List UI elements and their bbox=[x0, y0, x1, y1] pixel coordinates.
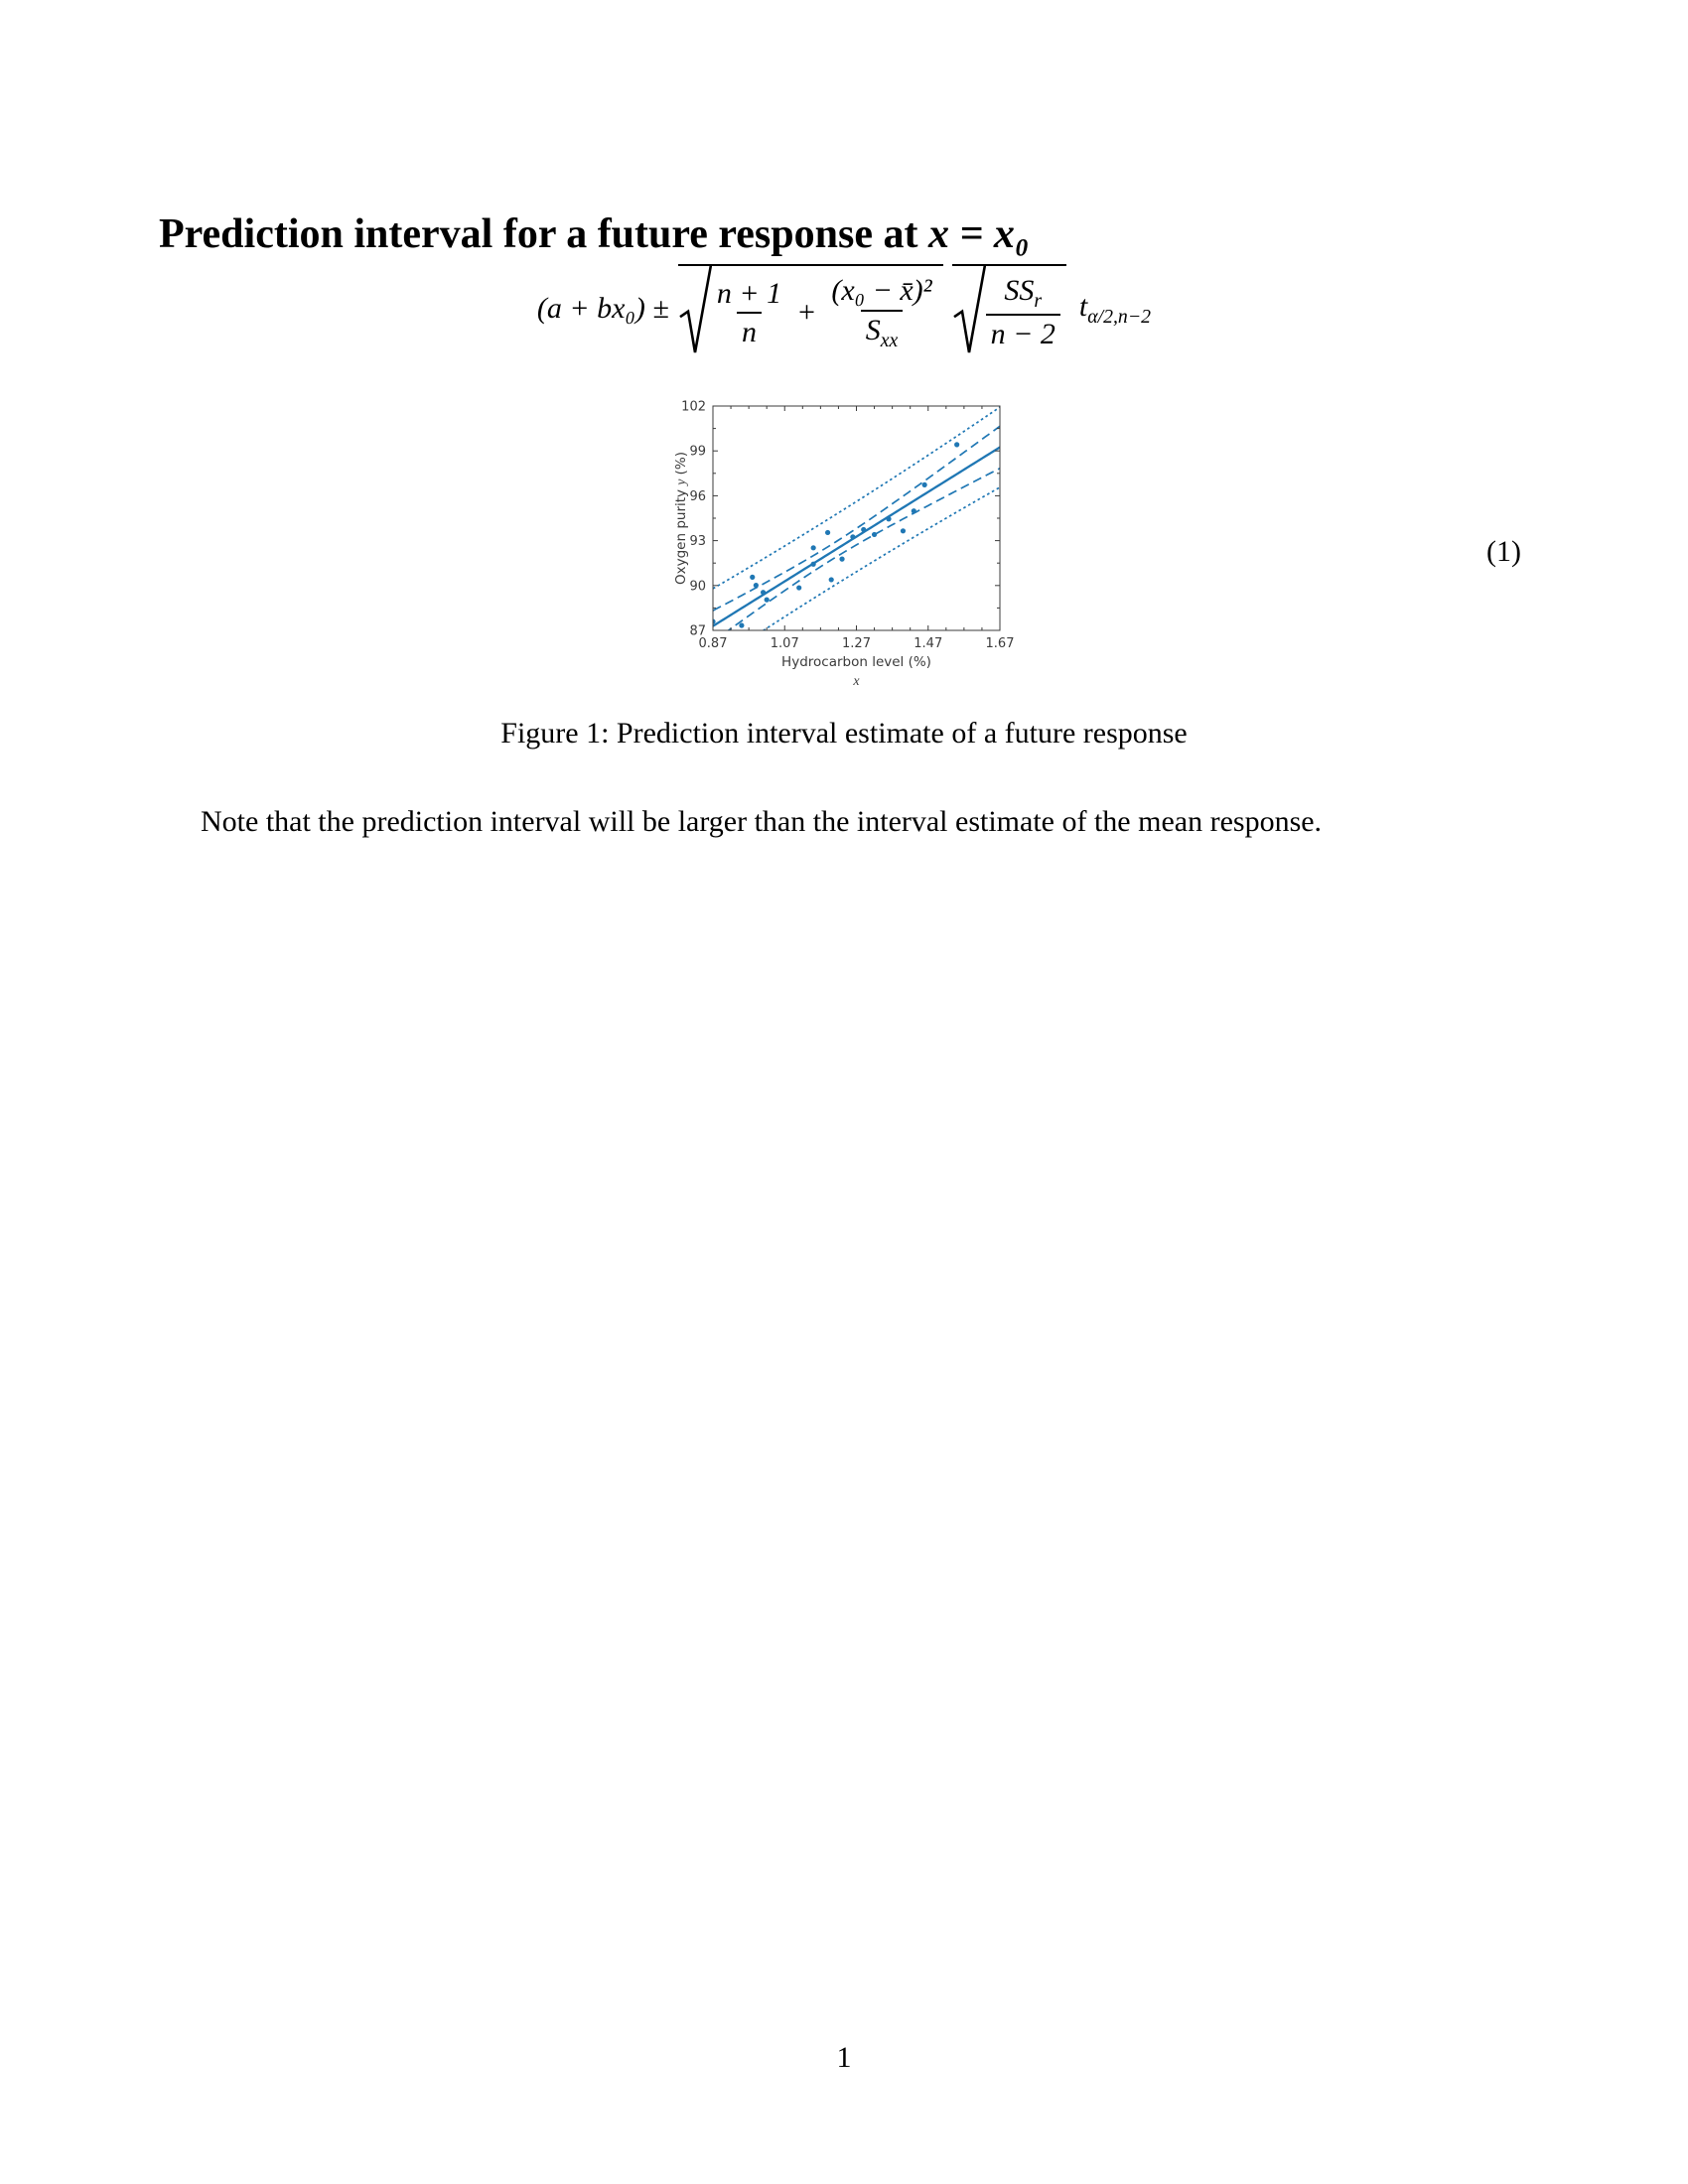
t-base: t bbox=[1078, 289, 1088, 323]
y-tick-label: 90 bbox=[689, 579, 706, 595]
prediction-band-upper bbox=[713, 407, 1000, 589]
x-axis-label: Hydrocarbon level (%) bbox=[781, 654, 931, 670]
ssr-subscript: r bbox=[1034, 290, 1043, 313]
data-point bbox=[954, 442, 959, 447]
t-statistic-term bbox=[1079, 290, 1151, 329]
axis-ticks bbox=[713, 406, 1000, 630]
fraction-ssr-over-n-minus-2 bbox=[986, 272, 1060, 353]
y-tick-label: 93 bbox=[689, 534, 706, 550]
fraction-numerator bbox=[999, 272, 1047, 314]
x-tick-label: 1.07 bbox=[770, 636, 799, 651]
y-tick-label: 87 bbox=[689, 623, 706, 639]
page-number: 1 bbox=[836, 2041, 852, 2074]
data-point bbox=[922, 482, 927, 487]
data-point bbox=[811, 562, 816, 567]
ssr-base: SS bbox=[1004, 274, 1035, 308]
data-point bbox=[811, 545, 816, 550]
section-title-math: x = x₀ bbox=[927, 211, 1030, 258]
figure-caption: Figure 1: Prediction interval estimate of a future response bbox=[500, 717, 1188, 750]
sqrt-symbol-icon bbox=[952, 264, 986, 355]
radical-1 bbox=[678, 264, 943, 355]
sxx-subscript: xx bbox=[880, 329, 899, 351]
x-tick-label: 0.87 bbox=[698, 636, 728, 651]
data-point bbox=[825, 530, 830, 535]
data-point bbox=[796, 585, 801, 590]
data-point bbox=[872, 532, 877, 537]
scatter-points bbox=[710, 442, 959, 627]
t-subscript: α/2,n−2 bbox=[1087, 305, 1152, 328]
fraction-n-plus-1-over-n bbox=[712, 275, 786, 351]
fraction-x0-xbar-over-sxx bbox=[826, 272, 936, 353]
radical-2 bbox=[952, 264, 1066, 355]
x-tick-label: 1.67 bbox=[985, 636, 1015, 651]
x-tick-label: 1.47 bbox=[914, 636, 943, 651]
data-point bbox=[886, 516, 891, 521]
data-point bbox=[839, 557, 844, 562]
x-axis-math-label: x bbox=[853, 674, 860, 685]
equation-lhs: (a + bx₀) ± bbox=[536, 292, 669, 325]
confidence-band-lower bbox=[713, 469, 1000, 642]
fraction-denominator: n bbox=[737, 312, 762, 350]
fraction-denominator: n − 2 bbox=[986, 314, 1060, 352]
y-tick-label: 99 bbox=[689, 444, 706, 460]
y-tick-label: 96 bbox=[689, 488, 706, 504]
y-tick-label: 102 bbox=[681, 399, 706, 415]
fraction-numerator: (x₀ − x̄)² bbox=[831, 274, 932, 308]
data-point bbox=[739, 622, 744, 627]
data-point bbox=[754, 583, 759, 588]
plot-frame bbox=[713, 406, 1000, 630]
sxx-base: S bbox=[865, 313, 881, 346]
data-point bbox=[901, 528, 906, 533]
equation bbox=[537, 262, 1151, 355]
radical-1-body bbox=[712, 272, 937, 353]
data-point bbox=[761, 590, 766, 595]
fraction-numerator: n + 1 bbox=[716, 276, 782, 310]
body-paragraph: Note that the prediction interval will be larger than the interval estimate of the mean response. bbox=[201, 805, 1323, 838]
data-point bbox=[750, 575, 755, 580]
fitted-regression-line bbox=[713, 448, 1000, 626]
y-axis-label: Oxygen purity y (%) bbox=[673, 452, 689, 585]
data-point bbox=[765, 598, 770, 603]
plus-operator: + bbox=[796, 296, 817, 329]
data-point bbox=[850, 534, 855, 539]
section-title-text: Prediction interval for a future response at bbox=[159, 211, 928, 258]
radical-2-body bbox=[986, 272, 1060, 353]
data-point bbox=[829, 577, 834, 582]
fraction-denominator bbox=[861, 310, 904, 353]
data-point bbox=[861, 527, 866, 532]
data-point bbox=[912, 508, 916, 513]
sqrt-symbol-icon bbox=[678, 264, 712, 355]
equation-number: (1) bbox=[1486, 535, 1521, 568]
figure-plot bbox=[616, 387, 1092, 685]
x-tick-label: 1.27 bbox=[842, 636, 871, 651]
